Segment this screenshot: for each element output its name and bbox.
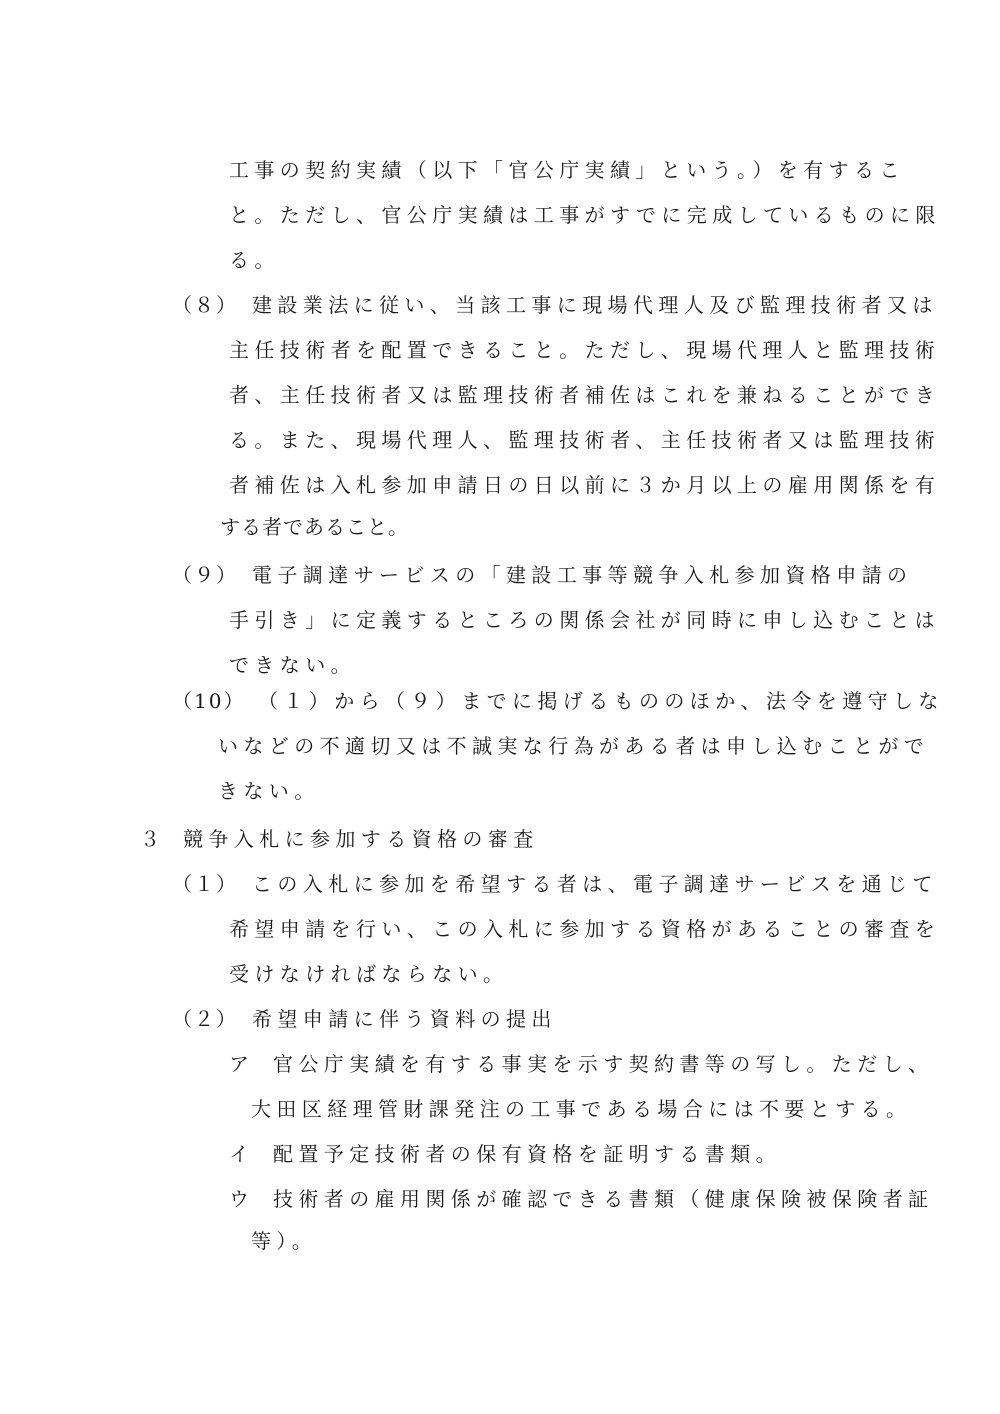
sub-item-label: ア <box>229 1052 251 1076</box>
text-line: 大田区経理管財課発注の工事である場合には不要とする。 <box>251 1097 912 1121</box>
item-label: （１） <box>172 872 238 896</box>
item-label: （８） <box>172 293 238 317</box>
text-line: 電子調達サービスの「建設工事等競争入札参加資格申請の <box>252 563 913 587</box>
text-line: 希望申請を行い、この入札に参加する資格があることの審査を <box>229 917 941 941</box>
text-line: る。また、現場代理人、監理技術者、主任技術者又は監理技術 <box>229 428 941 452</box>
text-line: と。ただし、官公庁実績は工事がすでに完成しているものに限 <box>229 203 941 227</box>
text-line: する者であること。 <box>220 515 409 539</box>
text-line: 等）。 <box>251 1229 318 1253</box>
text-line: いなどの不適切又は不誠実な行為がある者は申し込むことがで <box>218 734 930 758</box>
text-line: 者補佐は入札参加申請日の日以前に３か月以上の雇用関係を有 <box>229 473 941 497</box>
text-line: る。 <box>229 248 280 272</box>
text-line: 技術者の雇用関係が確認できる書類（健康保険被保険者証 <box>273 1187 934 1211</box>
text-line: 者、主任技術者又は監理技術者補佐はこれを兼ねることができ <box>229 383 941 407</box>
text-line: 主任技術者を配置できること。ただし、現場代理人と監理技術 <box>229 338 941 362</box>
text-line: 受けなければならない。 <box>229 962 509 986</box>
text-line: できない。 <box>229 653 356 677</box>
text-line: 手引き」に定義するところの関係会社が同時に申し込むことは <box>229 608 941 632</box>
text-line: きない。 <box>218 779 320 803</box>
text-line: 配置予定技術者の保有資格を証明する書類。 <box>273 1142 781 1166</box>
text-line: 官公庁実績を有する事実を示す契約書等の写し。ただし、 <box>273 1052 934 1076</box>
sub-item-label: イ <box>229 1142 251 1166</box>
item-label: （10） <box>172 689 246 713</box>
text-line: この入札に参加を希望する者は、電子調達サービスを通じて <box>252 872 938 896</box>
text-line: 建設業法に従い、当該工事に現場代理人及び監理技術者又は <box>252 293 938 317</box>
item-label: （２） <box>172 1007 238 1031</box>
sub-item-label: ウ <box>229 1187 251 1211</box>
text-line: 工事の契約実績（以下「官公庁実績」という。）を有するこ <box>229 158 905 182</box>
section-number: ３ <box>140 827 162 851</box>
text-line: 希望申請に伴う資料の提出 <box>252 1007 557 1031</box>
item-label: （９） <box>172 563 238 587</box>
text-line: （１）から（９）までに掲げるもののほか、法令を遵守しな <box>258 689 944 713</box>
section-title: 競争入札に参加する資格の審査 <box>183 827 539 851</box>
